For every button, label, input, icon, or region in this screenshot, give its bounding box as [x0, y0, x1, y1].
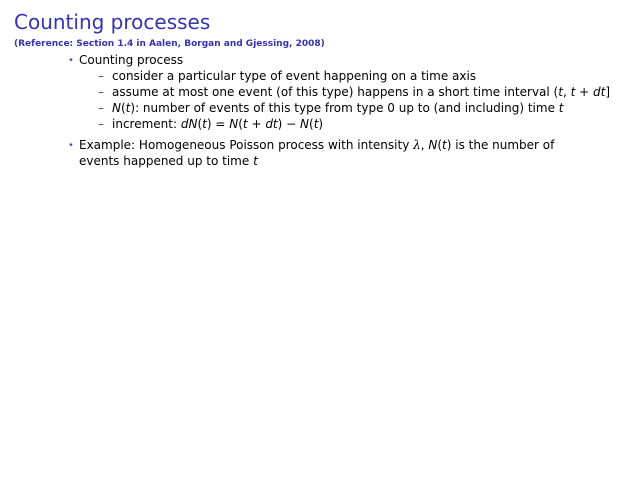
- math-var: N: [112, 101, 121, 115]
- math-var: t: [558, 101, 564, 115]
- math-var: dt: [593, 85, 606, 99]
- sub-bullet-increment: [0, 116, 622, 132]
- math-var: t: [242, 117, 248, 131]
- bullet-text: Counting process: [79, 53, 184, 67]
- math-var: t: [313, 117, 319, 131]
- math-op: ) −: [277, 117, 301, 131]
- sub-bullet-text: ): number of events of this type from type 0 up to (and including) time: [130, 101, 559, 115]
- math-var: t: [570, 85, 576, 99]
- math-var: N: [300, 117, 309, 131]
- star-bullet-icon: ⋆: [67, 138, 75, 151]
- dash-bullet-icon: –: [98, 69, 104, 83]
- math-paren: (: [197, 117, 203, 131]
- math-var: N: [428, 138, 438, 152]
- bullet-example: [0, 137, 589, 169]
- math-paren: (: [120, 101, 126, 115]
- math-var: N: [229, 117, 239, 131]
- bullet-text: ) is the number of events happened up to time: [79, 138, 555, 168]
- dash-bullet-icon: –: [98, 101, 104, 115]
- math-op: +: [247, 117, 266, 131]
- sub-bullet-n-of-t: [0, 100, 622, 116]
- sub-bullet-text: increment:: [112, 117, 181, 131]
- math-var: t: [253, 154, 258, 168]
- math-paren: ): [318, 117, 324, 131]
- math-var: t: [442, 138, 447, 152]
- dash-bullet-icon: –: [98, 117, 104, 131]
- math-var: t: [125, 101, 131, 115]
- lambda-symbol: λ: [413, 138, 421, 152]
- reference-note: (Reference: Section 1.4 in Aalen, Borgan and Gjessing, 2008): [14, 39, 325, 49]
- math-op: ) =: [206, 117, 230, 131]
- math-var: t: [558, 85, 563, 99]
- math-var: dt: [265, 117, 278, 131]
- slide-title: Counting processes: [14, 10, 211, 34]
- math-var: d: [180, 117, 189, 131]
- math-sep: ,: [420, 138, 429, 152]
- math-bracket: ]: [605, 85, 611, 99]
- sub-bullet-text: consider a particular type of event happening on a time axis: [112, 69, 477, 83]
- dash-bullet-icon: –: [98, 85, 104, 99]
- bullet-counting-process: [0, 52, 589, 68]
- star-bullet-icon: ⋆: [67, 53, 75, 66]
- math-paren: (: [238, 117, 243, 131]
- sub-bullet-at-most-one: [0, 84, 622, 100]
- math-var: N: [188, 117, 198, 131]
- math-paren: (: [309, 117, 314, 131]
- math-paren: (: [437, 138, 443, 152]
- bullet-text: Example: Homogeneous Poisson process with intensity: [79, 138, 414, 152]
- math-var: t: [202, 117, 207, 131]
- math-op: +: [575, 85, 593, 99]
- math-sep: ,: [562, 85, 571, 99]
- sub-bullet-event-type: [0, 68, 622, 84]
- sub-bullet-text: assume at most one event (of this type) happens in a short time interval (: [112, 85, 559, 99]
- slide-body: [0, 52, 640, 169]
